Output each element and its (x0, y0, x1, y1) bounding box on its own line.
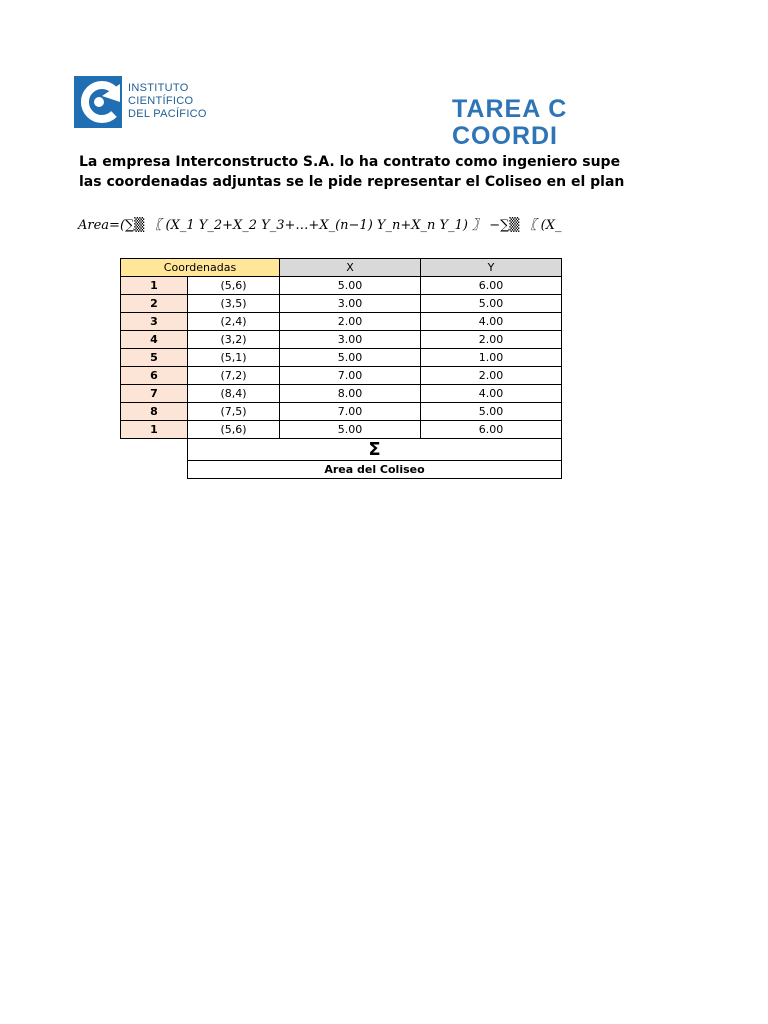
header-y: Y (421, 259, 562, 277)
table-row (121, 385, 562, 403)
row-y: 4.00 (421, 313, 562, 331)
row-x: 3.00 (280, 295, 421, 313)
row-y: 1.00 (421, 349, 562, 367)
row-x: 5.00 (280, 349, 421, 367)
sigma-row (121, 439, 562, 461)
row-point: (5,6) (188, 277, 280, 295)
row-x: 2.00 (280, 313, 421, 331)
area-formula: Area=(∑▒ 〖 (X_1 Y_2+X_2 Y_3+…+X_(n−1) Y_n+X_n Y_1) 〗 −∑▒ 〖 (X_ (78, 218, 562, 233)
table-row (121, 313, 562, 331)
intro-line2: las coordenadas adjuntas se le pide representar el Coliseo en el plan (79, 174, 625, 190)
header-coordenadas: Coordenadas (121, 259, 280, 277)
row-x: 7.00 (280, 403, 421, 421)
header-x: X (280, 259, 421, 277)
row-index: 1 (121, 277, 188, 295)
row-index: 6 (121, 367, 188, 385)
row-point: (3,2) (188, 331, 280, 349)
row-index: 5 (121, 349, 188, 367)
row-index: 4 (121, 331, 188, 349)
row-y: 5.00 (421, 295, 562, 313)
sigma-cell: Σ (188, 439, 562, 461)
row-point: (8,4) (188, 385, 280, 403)
row-x: 8.00 (280, 385, 421, 403)
intro-text (79, 152, 624, 192)
row-x: 5.00 (280, 277, 421, 295)
table-row (121, 367, 562, 385)
area-row (121, 461, 562, 479)
title-line1: TAREA C (452, 95, 568, 123)
table-row (121, 403, 562, 421)
page-title (452, 96, 567, 150)
row-point: (7,2) (188, 367, 280, 385)
row-index: 2 (121, 295, 188, 313)
table-row (121, 331, 562, 349)
row-x: 3.00 (280, 331, 421, 349)
row-index: 1 (121, 421, 188, 439)
row-y: 2.00 (421, 367, 562, 385)
row-x: 5.00 (280, 421, 421, 439)
blank-cell (121, 461, 188, 479)
row-index: 7 (121, 385, 188, 403)
area-label: Area del Coliseo (188, 461, 562, 479)
intro-line1: La empresa Interconstructo S.A. lo ha contrato como ingeniero supe (79, 154, 621, 170)
title-line2: COORDI (452, 122, 558, 150)
logo-text-line3: DEL PACÍFICO (128, 108, 207, 120)
row-point: (5,1) (188, 349, 280, 367)
row-point: (2,4) (188, 313, 280, 331)
row-point: (3,5) (188, 295, 280, 313)
row-y: 5.00 (421, 403, 562, 421)
row-y: 4.00 (421, 385, 562, 403)
table-row (121, 349, 562, 367)
row-y: 2.00 (421, 331, 562, 349)
logo-text-line2: CIENTÍFICO (128, 95, 194, 107)
table-header-row (121, 259, 562, 277)
row-point: (7,5) (188, 403, 280, 421)
row-index: 8 (121, 403, 188, 421)
table-row (121, 421, 562, 439)
row-y: 6.00 (421, 421, 562, 439)
row-index: 3 (121, 313, 188, 331)
row-y: 6.00 (421, 277, 562, 295)
blank-cell (121, 439, 188, 461)
table-row (121, 277, 562, 295)
coordinates-table (120, 258, 562, 479)
table-row (121, 295, 562, 313)
logo-text-line1: INSTITUTO (128, 82, 189, 94)
row-x: 7.00 (280, 367, 421, 385)
row-point: (5,6) (188, 421, 280, 439)
